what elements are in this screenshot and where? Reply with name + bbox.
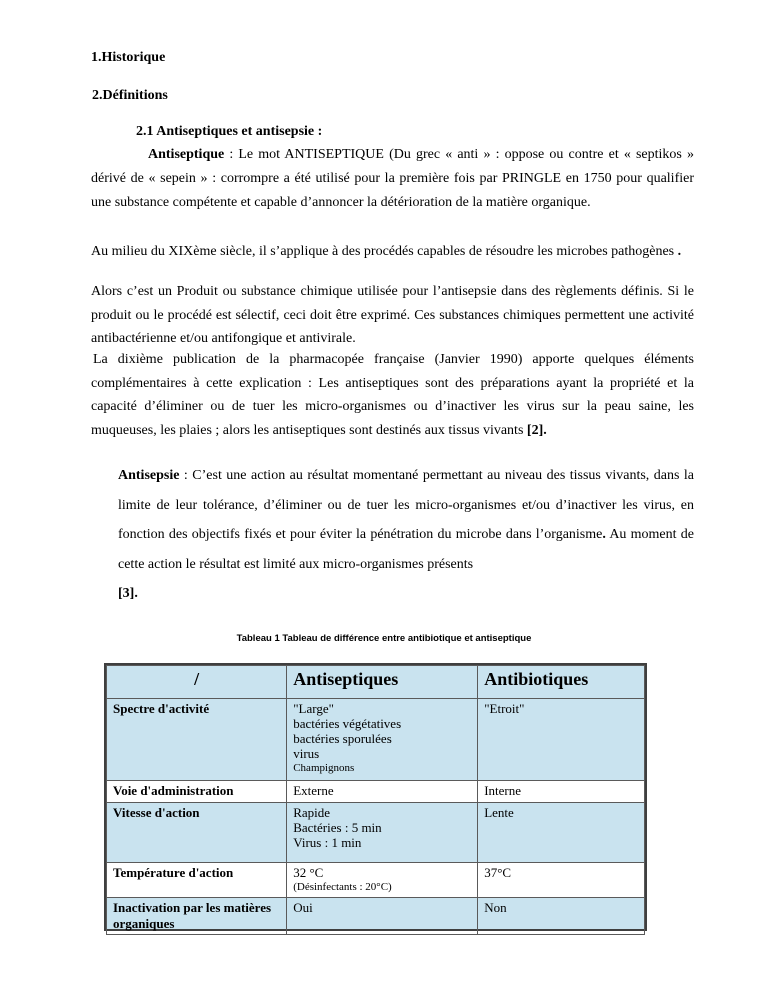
cell-line: Champignons — [293, 762, 355, 774]
citation-3: [3]. — [118, 586, 138, 601]
comparison-table-image — [104, 663, 647, 931]
paragraph-antisepsie-definition — [118, 461, 694, 609]
paragraph-text: La dixième publication de la pharmacopée française (Janvier 1990) apporte quelques éléments complémentaires à cette explication : Les antiseptiques sont des préparations ayant la propriété et la capacité d’éliminer ou de tuer les micro-organismes ou d’inactiver les virus sur la peau saine, les muqueuses, les plaies ; alors les antiseptiques sont destinés aux tissus vivants — [91, 352, 694, 438]
table-row-spectre — [107, 699, 645, 781]
paragraph-text: : C’est une action au résultat momentané permettant au niveau des tissus vivants, dans la limite de leur tolérance, d’éliminer ou de tuer les micro-organismes et/ou d’inactiver les virus, en fonction des objectifs fixés et pour éviter la pénétration du microbe dans l’organisme — [118, 468, 694, 542]
row-label: Température d'action — [107, 863, 287, 898]
paragraph-produit-chimique: Alors c’est un Produit ou substance chimique utilisée pour l’antisepsie dans des règlements définis. Si le produit ou le procédé est sélectif, ceci doit être exprimé. Ces substances chimiques permettent une activité antibactérienne et/ou antifongique et antivirale. — [91, 284, 694, 346]
cell-line: Rapide — [293, 805, 331, 820]
cell-line: (Désinfectants : 20°C) — [293, 881, 392, 893]
cell-antibiotiques-inactivation: Non — [478, 898, 645, 935]
cell-antibiotiques-temperature: 37°C — [478, 863, 645, 898]
paragraph-dot: . — [602, 527, 606, 542]
paragraph-xix-siecle — [91, 240, 694, 264]
cell-antiseptiques-vitesse — [287, 803, 478, 863]
paragraph-text: : Le mot ANTISEPTIQUE (Du grec « anti » : oppose ou contre et « septikos » dérivé de « sepein » : corrompre a été utilisé pour la première fois par PRINGLE en 1750 pour qualifier une substance compétente et capable d’annoncer la détérioration de la matière organique. — [91, 147, 694, 210]
row-label: Voie d'administration — [107, 781, 287, 803]
cell-antibiotiques-vitesse: Lente — [478, 803, 645, 863]
table-row-voie — [107, 781, 645, 803]
row-label: Inactivation par les matières organiques — [107, 898, 287, 935]
cell-antiseptiques-spectre — [287, 699, 478, 781]
row-label: Vitesse d'action — [107, 803, 287, 863]
header-slash: / — [107, 666, 287, 699]
heading-antiseptiques-antisepsie: 2.1 Antiseptiques et antisepsie : — [136, 124, 323, 139]
cell-line: bactéries sporulées — [293, 731, 392, 746]
cell-line: Bactéries : 5 min — [293, 820, 382, 835]
paragraph-text-continued: Au moment de cette action le résultat est limité aux micro-organismes présents — [118, 527, 694, 572]
cell-line: Virus : 1 min — [293, 835, 362, 850]
cell-line: virus — [293, 746, 320, 761]
paragraph-dot: . — [677, 244, 682, 259]
row-label: Spectre d'activité — [107, 699, 287, 781]
cell-line: 32 °C — [293, 865, 324, 880]
term-antisepsie: Antisepsie — [118, 468, 180, 483]
table-caption: Tableau 1 Tableau de différence entre antibiotique et antiseptique — [236, 633, 532, 644]
heading-historique: 1.Historique — [91, 50, 166, 65]
cell-line: bactéries végétatives — [293, 716, 402, 731]
term-antiseptique: Antiseptique — [148, 147, 225, 162]
cell-antibiotiques-spectre: "Etroit" — [478, 699, 645, 781]
cell-antiseptiques-inactivation: Oui — [287, 898, 478, 935]
citation-2: [2]. — [526, 422, 547, 438]
paragraph-text: Au milieu du XIXème siècle, il s’applique à des procédés capables de résoudre les microbes pathogènes — [91, 244, 678, 259]
table-header-row — [107, 666, 645, 699]
comparison-table — [106, 665, 645, 935]
cell-line: "Large" — [293, 701, 334, 716]
cell-antiseptiques-voie: Externe — [287, 781, 478, 803]
paragraph-antiseptique-definition — [91, 143, 694, 215]
header-antibiotiques: Antibiotiques — [478, 666, 645, 699]
table-row-inactivation — [107, 898, 645, 935]
table-row-vitesse — [107, 803, 645, 863]
heading-definitions: 2.Définitions — [92, 88, 168, 103]
cell-antibiotiques-voie: Interne — [478, 781, 645, 803]
cell-antiseptiques-temperature — [287, 863, 478, 898]
header-antiseptiques: Antiseptiques — [287, 666, 478, 699]
table-row-temperature — [107, 863, 645, 898]
paragraph-pharmacopee — [91, 348, 694, 442]
